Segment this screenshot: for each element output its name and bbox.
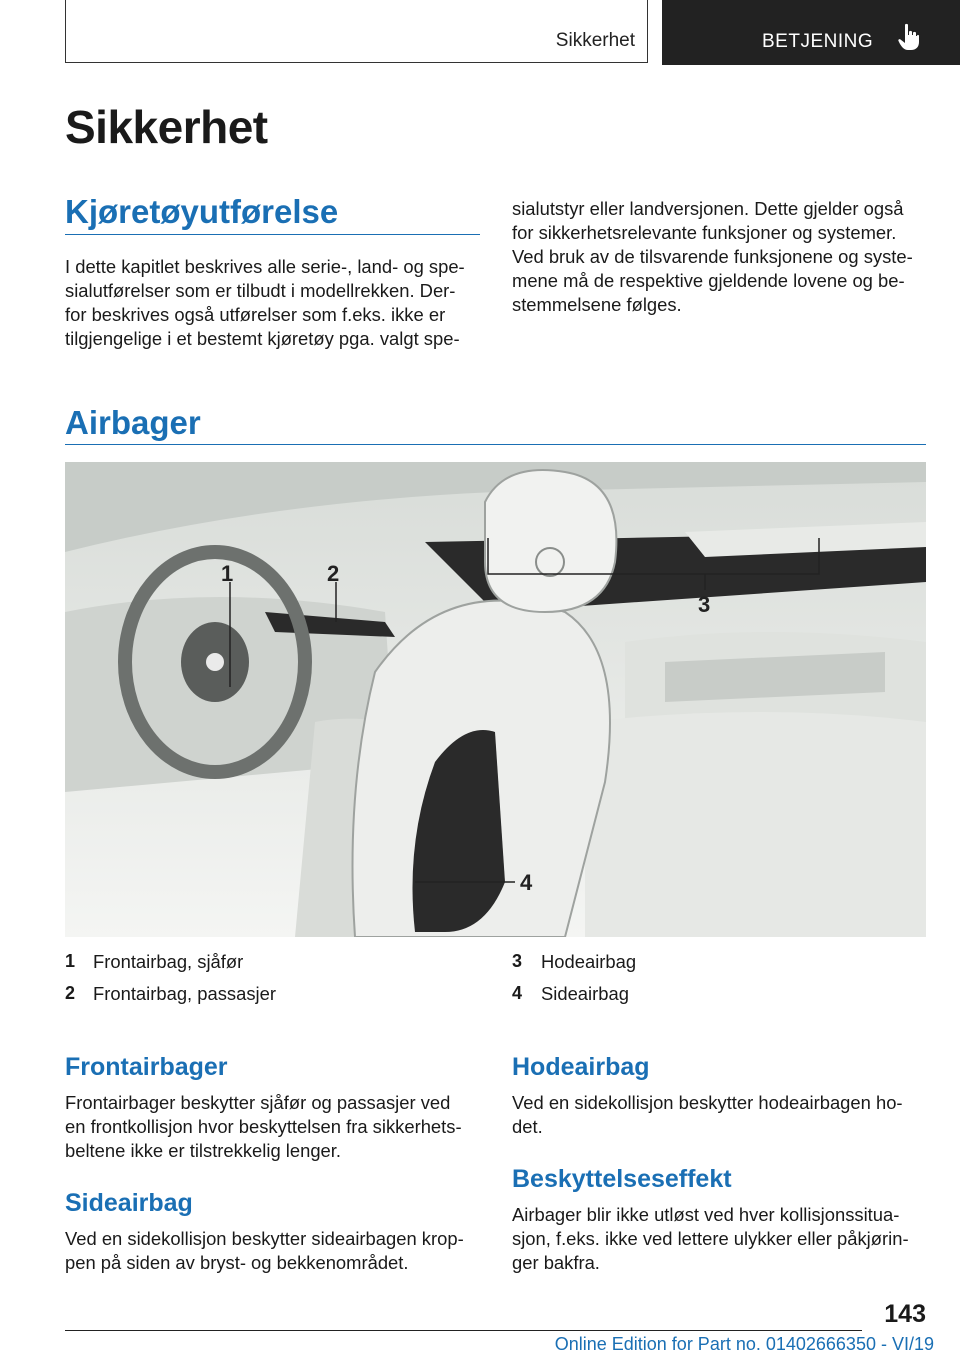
text-line: tilgjengelige i et bestemt kjøretøy pga. valgt spe-	[65, 328, 460, 349]
heading-hodeairbag: Hodeairbag	[512, 1053, 650, 1081]
text-line: I dette kapitlet beskrives alle serie-, land- og spe-	[65, 256, 465, 277]
callout-4: 4	[520, 870, 533, 895]
legend-number: 3	[512, 951, 523, 971]
text-line: sjon, f.eks. ikke ved lettere ulykker eller påkjørin-	[512, 1228, 909, 1249]
legend-text: Sideairbag	[541, 983, 629, 1004]
text-line: Ved en sidekollisjon beskytter sideairbagen krop-	[65, 1228, 464, 1249]
text-line: Ved bruk av de tilsvarende funksjonene og syste-	[512, 246, 913, 267]
beskyttelse-text	[512, 1203, 932, 1275]
airbag-illustration	[65, 462, 926, 937]
kjoretoy-col1	[65, 255, 485, 351]
heading-rule	[65, 444, 926, 445]
heading-kjoretoyutforelse: Kjøretøyutførelse	[65, 193, 339, 230]
kjoretoy-col2	[512, 197, 932, 317]
text-line: sialutførelser som er tilbudt i modellrekken. Der-	[65, 280, 456, 301]
text-line: stemmelsene følges.	[512, 294, 682, 315]
callout-3: 3	[698, 592, 711, 617]
hand-pointer-icon	[898, 23, 920, 51]
callout-1: 1	[221, 561, 234, 586]
legend-number: 4	[512, 983, 523, 1003]
heading-frontairbager: Frontairbager	[65, 1053, 228, 1081]
car-interior-drawing	[65, 462, 926, 937]
heading-airbager: Airbager	[65, 404, 201, 441]
text-line: Ved en sidekollisjon beskytter hodeairbagen ho-	[512, 1092, 903, 1113]
heading-sideairbag: Sideairbag	[65, 1189, 193, 1217]
heading-rule	[65, 234, 480, 235]
legend-text: Frontairbag, sjåfør	[93, 951, 244, 972]
legend-text: Frontairbag, passasjer	[93, 983, 276, 1004]
text-line: beltene ikke er tilstrekkelig lenger.	[65, 1140, 342, 1161]
legend-number: 1	[65, 951, 76, 971]
chapter-tab	[662, 0, 960, 65]
page-title: Sikkerhet	[65, 101, 268, 153]
text-line: for beskrives også utførelser som f.eks. ikke er	[65, 304, 446, 325]
heading-beskyttelseseffekt: Beskyttelseseffekt	[512, 1165, 732, 1193]
text-line: det.	[512, 1116, 543, 1137]
hodeairbag-text	[512, 1091, 932, 1139]
text-line: Frontairbager beskytter sjåfør og passasjer ved	[65, 1092, 451, 1113]
section-tab	[65, 0, 648, 63]
edition-footer: Online Edition for Part no. 01402666350 - VI/19	[554, 1334, 934, 1354]
chapter-tab-label: BETJENING	[762, 31, 874, 52]
page-number: 143	[884, 1300, 926, 1328]
text-line: en frontkollisjon hvor beskyttelsen fra sikkerhets-	[65, 1116, 462, 1137]
footer-rule	[65, 1330, 862, 1331]
legend-text: Hodeairbag	[541, 951, 637, 972]
section-tab-label: Sikkerhet	[555, 30, 635, 51]
text-line: ger bakfra.	[512, 1252, 600, 1273]
callout-2: 2	[327, 561, 340, 586]
legend-number: 2	[65, 983, 76, 1003]
text-line: sialutstyr eller landversjonen. Dette gjelder også	[512, 198, 904, 219]
text-line: pen på siden av bryst- og bekkenområdet.	[65, 1252, 409, 1273]
text-line: for sikkerhetsrelevante funksjoner og systemer.	[512, 222, 897, 243]
frontairbager-text	[65, 1091, 485, 1163]
text-line: Airbager blir ikke utløst ved hver kollisjonssitua-	[512, 1204, 900, 1225]
text-line: mene må de respektive gjeldende lovene og be-	[512, 270, 905, 291]
sideairbag-text	[65, 1227, 485, 1275]
